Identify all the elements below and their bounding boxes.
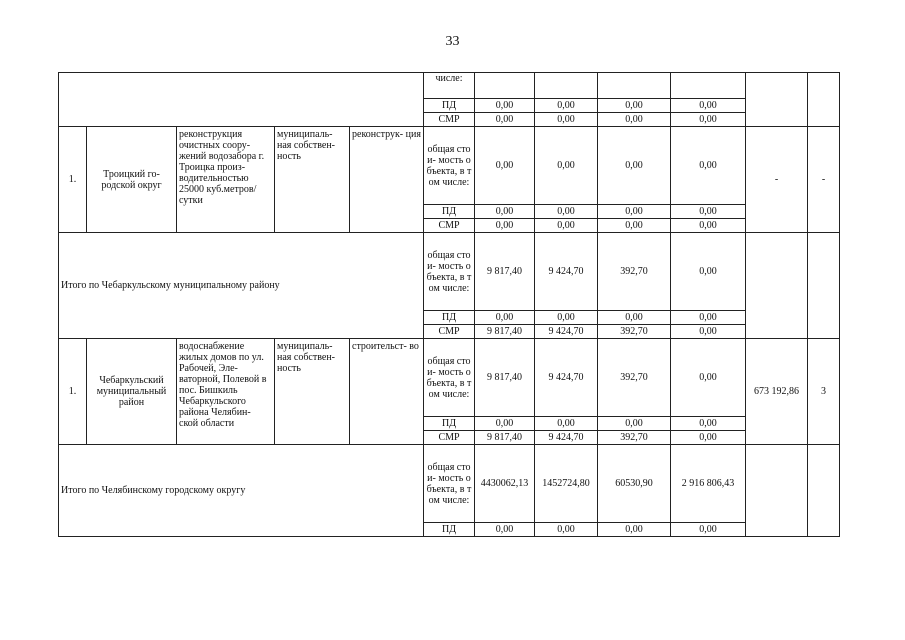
value-cell: 0,00 [598, 127, 671, 205]
smr-label: СМР [424, 113, 475, 127]
value-cell: 0,00 [475, 219, 535, 233]
value-cell: 0,00 [671, 233, 746, 311]
page-number: 33 [445, 34, 460, 49]
value-cell: 9 424,70 [535, 233, 598, 311]
value-cell: 0,00 [475, 417, 535, 431]
value-cell: 0,00 [598, 219, 671, 233]
value-cell: 1452724,80 [535, 445, 598, 523]
row-number: 1. [59, 339, 87, 445]
table-row [59, 73, 840, 99]
col10-value: 3 [808, 339, 840, 445]
col9-value: - [746, 127, 808, 233]
value-cell: 0,00 [475, 523, 535, 537]
value-cell: 60530,90 [598, 445, 671, 523]
value-cell: 4430062,13 [475, 445, 535, 523]
smr-label: СМР [424, 325, 475, 339]
value-cell: 9 817,40 [475, 339, 535, 417]
cost-label: общая стои- мость объекта, в том числе: [424, 127, 475, 205]
value-cell: 392,70 [598, 339, 671, 417]
value-cell: 0,00 [475, 113, 535, 127]
subtotal-label: Итого по Челябинскому городскому округу [59, 445, 424, 537]
pd-label: ПД [424, 99, 475, 113]
value-cell: 9 424,70 [535, 325, 598, 339]
value-cell: 0,00 [671, 325, 746, 339]
value-cell: 0,00 [671, 431, 746, 445]
value-cell: 0,00 [598, 523, 671, 537]
pd-label: ПД [424, 205, 475, 219]
col9-value: 673 192,86 [746, 339, 808, 445]
value-cell: 392,70 [598, 431, 671, 445]
cost-label: числе: [424, 73, 475, 99]
investment-table [58, 72, 840, 537]
value-cell: 9 424,70 [535, 431, 598, 445]
smr-label: СМР [424, 219, 475, 233]
value-cell: 0,00 [475, 99, 535, 113]
value-cell: 0,00 [535, 127, 598, 205]
value-cell: 0,00 [671, 219, 746, 233]
table-row [59, 339, 840, 417]
value-cell: 9 817,40 [475, 325, 535, 339]
value-cell: 0,00 [671, 127, 746, 205]
value-cell: 0,00 [475, 205, 535, 219]
value-cell: 0,00 [535, 311, 598, 325]
value-cell: 0,00 [475, 127, 535, 205]
value-cell: 9 817,40 [475, 431, 535, 445]
ownership-type: муниципаль- ная собствен- ность [275, 339, 350, 445]
value-cell: 0,00 [598, 99, 671, 113]
value-cell: 392,70 [598, 325, 671, 339]
value-cell: 0,00 [535, 523, 598, 537]
value-cell: 0,00 [475, 311, 535, 325]
cost-label: общая стои- мость объекта, в том числе: [424, 445, 475, 523]
value-cell: 0,00 [535, 219, 598, 233]
continuation-blank-cell [59, 73, 424, 127]
object-name: водоснабжение жилых домов по ул. Рабочей, Эле- ваторной, Полевой в пос. Бишкиль Чебаркульского района Челябин- ской области [177, 339, 275, 445]
cost-label: общая стои- мость объекта, в том числе: [424, 339, 475, 417]
value-cell: 0,00 [535, 417, 598, 431]
pd-label: ПД [424, 417, 475, 431]
value-cell: 0,00 [598, 311, 671, 325]
value-cell: 0,00 [535, 205, 598, 219]
table-row [59, 445, 840, 523]
ownership-type: муниципаль- ная собствен- ность [275, 127, 350, 233]
cost-label: общая стои- мость объекта, в том числе: [424, 233, 475, 311]
smr-label: СМР [424, 431, 475, 445]
value-cell: 0,00 [598, 113, 671, 127]
value-cell: 0,00 [671, 311, 746, 325]
object-name: реконструкция очистных соору- жений водозабора г. Троицка произ- водительностью 25000 куб.метров/сутки [177, 127, 275, 233]
value-cell: 0,00 [671, 99, 746, 113]
pd-label: ПД [424, 523, 475, 537]
value-cell: 0,00 [671, 523, 746, 537]
municipality-name: Троицкий го- родской округ [87, 127, 177, 233]
col10-value: - [808, 127, 840, 233]
municipality-name: Чебаркульский муниципальный район [87, 339, 177, 445]
row-number: 1. [59, 127, 87, 233]
value-cell: 2 916 806,43 [671, 445, 746, 523]
value-cell: 0,00 [598, 205, 671, 219]
value-cell: 0,00 [671, 339, 746, 417]
table-row [59, 127, 840, 205]
value-cell: 0,00 [535, 99, 598, 113]
value-cell: 9 817,40 [475, 233, 535, 311]
subtotal-label: Итого по Чебаркульскому муниципальному району [59, 233, 424, 339]
work-type: строительст- во [350, 339, 424, 445]
value-cell: 0,00 [671, 417, 746, 431]
work-type: реконструк- ция [350, 127, 424, 233]
value-cell: 9 424,70 [535, 339, 598, 417]
pd-label: ПД [424, 311, 475, 325]
value-cell: 0,00 [671, 205, 746, 219]
table-row [59, 233, 840, 311]
value-cell: 0,00 [671, 113, 746, 127]
value-cell: 0,00 [535, 113, 598, 127]
value-cell: 392,70 [598, 233, 671, 311]
value-cell: 0,00 [598, 417, 671, 431]
